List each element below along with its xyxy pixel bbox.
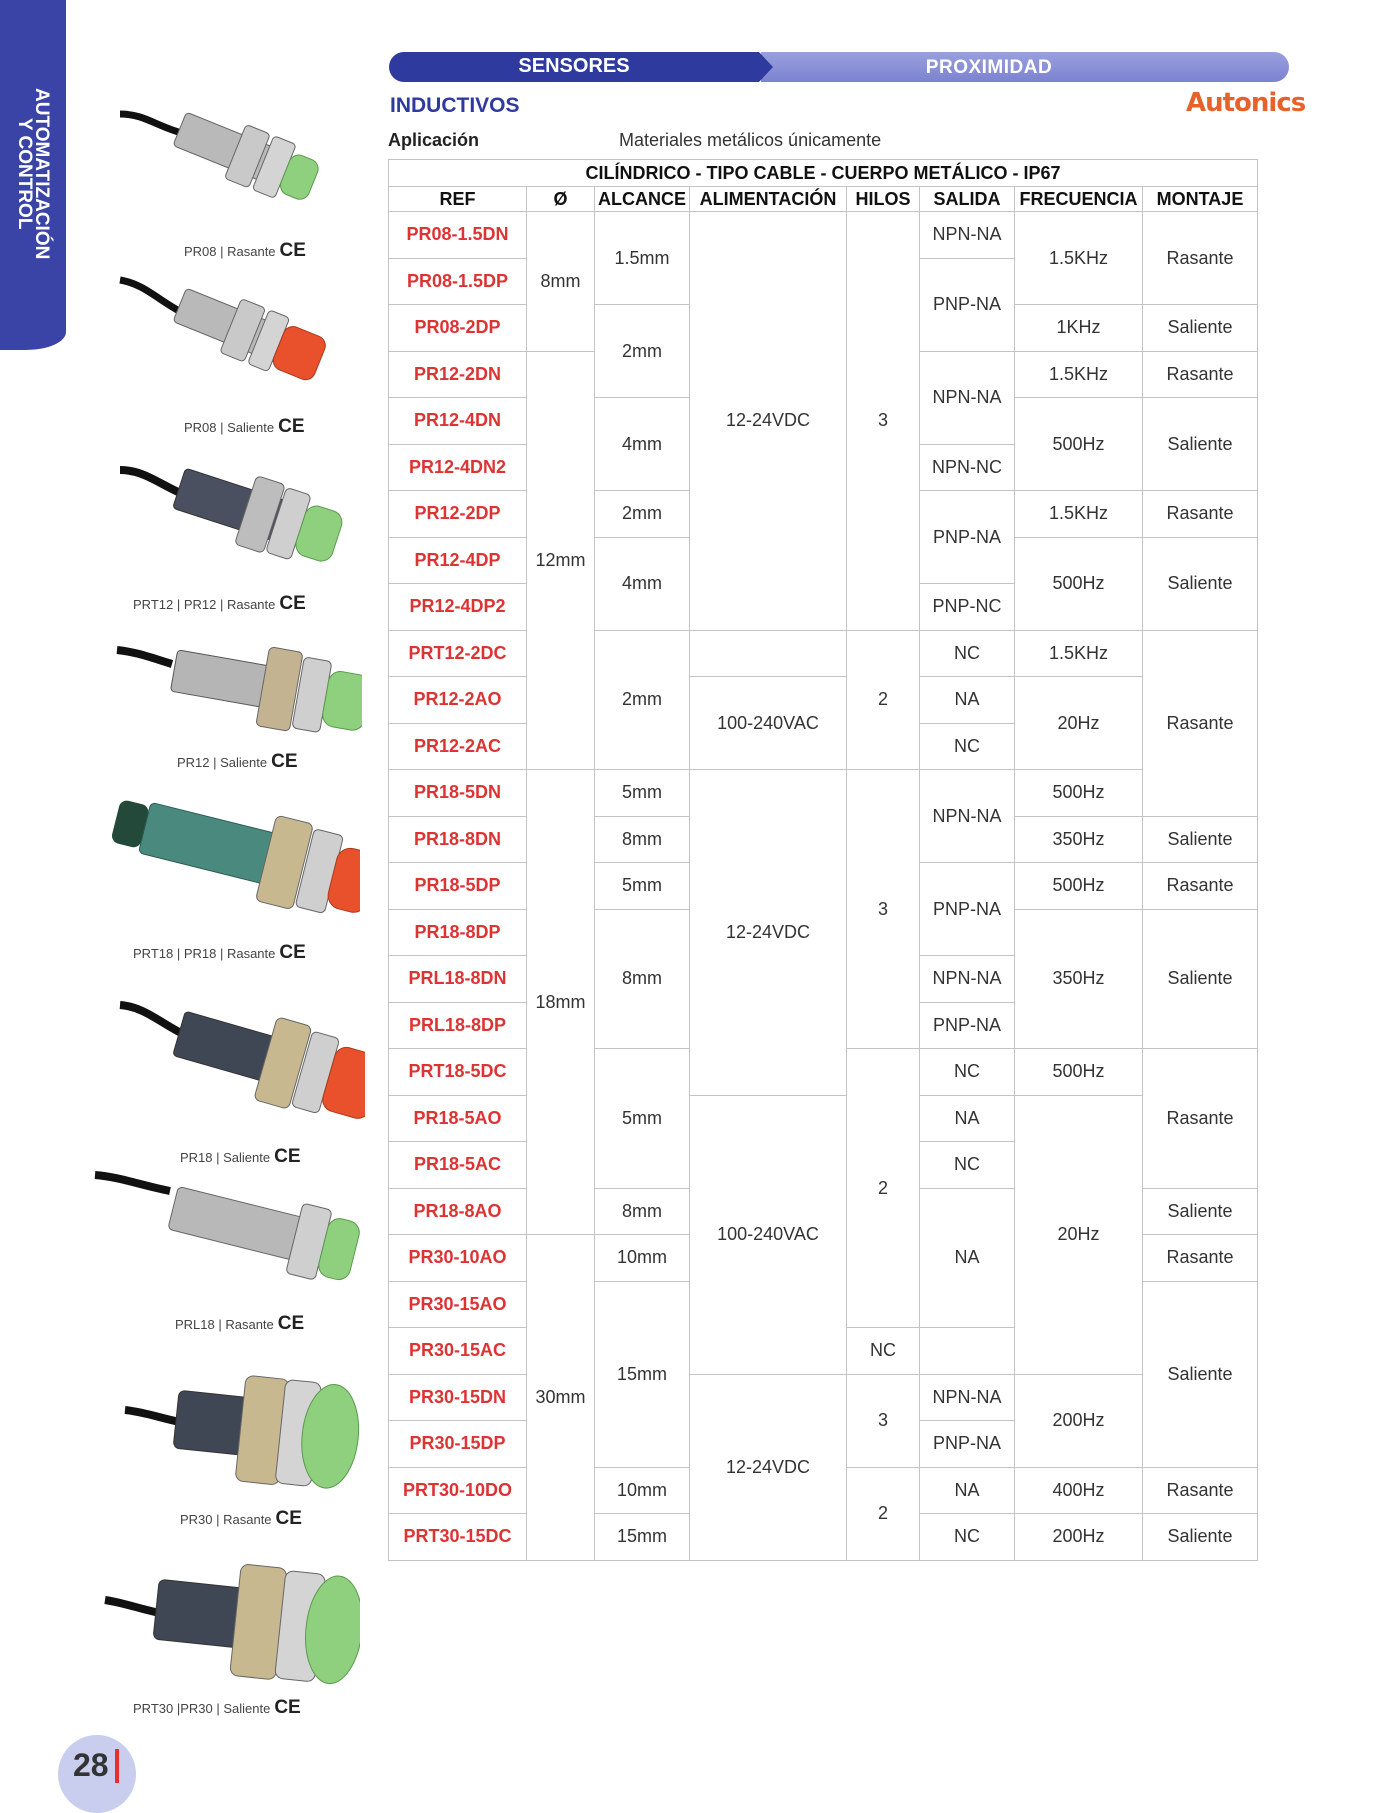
ref-cell: PR18-5AO xyxy=(389,1095,527,1142)
output-cell: NPN-NA xyxy=(920,1374,1015,1421)
range-cell: 2mm xyxy=(595,491,690,538)
header-subcategory: PROXIMIDAD xyxy=(925,57,1053,78)
supply-cell: 12-24VDC xyxy=(690,212,847,631)
ref-cell: PRT30-15DC xyxy=(389,1514,527,1561)
frequency-cell: 500Hz xyxy=(1015,770,1143,817)
product-caption: PR18 | Saliente CE xyxy=(180,1146,301,1167)
sensor-image xyxy=(115,86,365,236)
output-cell: NPN-NA xyxy=(920,770,1015,863)
product-caption: PR08 | Rasante CE xyxy=(184,240,306,261)
header-category: SENSORES xyxy=(518,55,630,77)
supply-cell: 100-240VAC xyxy=(690,1095,847,1374)
col-header-mounting: MONTAJE xyxy=(1143,187,1258,212)
range-cell: 2mm xyxy=(595,305,690,398)
output-cell: PNP-NC xyxy=(920,584,1015,631)
ref-cell: PRT30-10DO xyxy=(389,1467,527,1514)
frequency-cell: 500Hz xyxy=(1015,398,1143,491)
range-cell: 2mm xyxy=(595,630,690,770)
ref-cell: PR12-2AC xyxy=(389,723,527,770)
ref-cell: PR12-4DP2 xyxy=(389,584,527,631)
mounting-cell: Saliente xyxy=(1143,537,1258,630)
output-cell: NC xyxy=(920,1514,1015,1561)
supply-cell: 12-24VDC xyxy=(690,770,847,1096)
frequency-cell: 20Hz xyxy=(1015,1095,1143,1374)
supply-cell: 100-240VAC xyxy=(690,677,847,770)
range-cell: 10mm xyxy=(595,1467,690,1514)
ref-cell: PRL18-8DP xyxy=(389,1002,527,1049)
diameter-cell: 12mm xyxy=(527,351,595,770)
sensor-image xyxy=(120,1360,360,1510)
product-caption: PR30 | Rasante CE xyxy=(180,1508,302,1529)
output-cell: PNP-NA xyxy=(920,1421,1015,1468)
col-header-diameter: Ø xyxy=(527,187,595,212)
ref-cell: PR30-15AC xyxy=(389,1328,527,1375)
ref-cell: PR18-5DP xyxy=(389,863,527,910)
ref-cell: PRT18-5DC xyxy=(389,1049,527,1096)
wires-cell: 2 xyxy=(847,1467,920,1560)
range-cell: 5mm xyxy=(595,770,690,817)
product-caption: PRT12 | PR12 | Rasante CE xyxy=(133,593,306,614)
table-title: CILÍNDRICO - TIPO CABLE - CUERPO METÁLICO - IP67 xyxy=(389,160,1258,187)
output-cell: NC xyxy=(847,1328,920,1375)
product-caption: PRL18 | Rasante CE xyxy=(175,1313,305,1334)
mounting-cell: Saliente xyxy=(1143,909,1258,1049)
wires-cell: 3 xyxy=(847,770,920,1049)
sensor-image xyxy=(90,1155,360,1305)
range-cell: 5mm xyxy=(595,863,690,910)
mounting-cell: Saliente xyxy=(1143,1281,1258,1467)
sensor-image xyxy=(100,780,360,940)
mounting-cell: Rasante xyxy=(1143,1049,1258,1189)
frequency-cell: 500Hz xyxy=(1015,1049,1143,1096)
product-caption: PRT18 | PR18 | Rasante CE xyxy=(133,942,306,963)
page-number: 28 xyxy=(73,1747,109,1783)
output-cell: NC xyxy=(920,1049,1015,1096)
ref-cell: PRT12-2DC xyxy=(389,630,527,677)
ref-cell: PR12-2DP xyxy=(389,491,527,538)
sensor-image xyxy=(100,1545,360,1705)
side-section-label: AUTOMATIZACIÓN Y CONTROL xyxy=(14,88,52,260)
mounting-cell: Rasante xyxy=(1143,491,1258,538)
mounting-cell: Saliente xyxy=(1143,305,1258,352)
ref-cell: PR30-15DP xyxy=(389,1421,527,1468)
range-cell: 10mm xyxy=(595,1235,690,1282)
ref-cell: PRL18-8DN xyxy=(389,956,527,1003)
output-cell: NA xyxy=(920,1467,1015,1514)
frequency-cell: 200Hz xyxy=(1015,1514,1143,1561)
ref-cell: PR30-15AO xyxy=(389,1281,527,1328)
frequency-cell: 1.5KHz xyxy=(1015,491,1143,538)
output-cell: NC xyxy=(920,723,1015,770)
range-cell: 8mm xyxy=(595,1188,690,1235)
sensor-image xyxy=(115,985,365,1135)
frequency-cell: 1.5KHz xyxy=(1015,630,1143,677)
range-cell: 15mm xyxy=(595,1514,690,1561)
mounting-cell: Rasante xyxy=(1143,1467,1258,1514)
ref-cell: PR12-2AO xyxy=(389,677,527,724)
supply-cell: 12-24VDC xyxy=(690,1374,847,1560)
diameter-cell: 8mm xyxy=(527,212,595,352)
range-cell: 15mm xyxy=(595,1281,690,1467)
frequency-cell: 350Hz xyxy=(1015,909,1143,1049)
diameter-cell: 18mm xyxy=(527,770,595,1235)
frequency-cell: 200Hz xyxy=(1015,1374,1143,1467)
wires-cell: 3 xyxy=(847,1374,920,1467)
frequency-cell: 20Hz xyxy=(1015,677,1143,770)
output-cell: PNP-NA xyxy=(920,258,1015,351)
output-cell: NC xyxy=(920,1142,1015,1189)
diameter-cell: 30mm xyxy=(527,1235,595,1561)
output-cell: NPN-NC xyxy=(920,444,1015,491)
mounting-cell: Rasante xyxy=(1143,351,1258,398)
range-cell: 1.5mm xyxy=(595,212,690,305)
category-header-bar xyxy=(389,52,1289,82)
wires-cell: 3 xyxy=(847,212,920,631)
mounting-cell: Rasante xyxy=(1143,863,1258,910)
output-cell: NPN-NA xyxy=(920,956,1015,1003)
section-title: INDUCTIVOS xyxy=(390,94,520,117)
application-label: Aplicación xyxy=(388,130,480,150)
ref-cell: PR18-8DP xyxy=(389,909,527,956)
ref-cell: PR30-15DN xyxy=(389,1374,527,1421)
col-header-frequency: FRECUENCIA xyxy=(1015,187,1143,212)
mounting-cell: Saliente xyxy=(1143,816,1258,863)
mounting-cell: Saliente xyxy=(1143,1188,1258,1235)
mounting-cell: Rasante xyxy=(1143,212,1258,305)
ref-cell: PR30-10AO xyxy=(389,1235,527,1282)
col-header-range: ALCANCE xyxy=(595,187,690,212)
ref-cell: PR12-2DN xyxy=(389,351,527,398)
frequency-cell: 400Hz xyxy=(1015,1467,1143,1514)
sensor-image xyxy=(112,620,362,755)
output-cell: NPN-NA xyxy=(920,212,1015,259)
output-cell: PNP-NA xyxy=(920,1002,1015,1049)
ref-cell: PR12-4DN xyxy=(389,398,527,445)
wires-cell: 2 xyxy=(847,630,920,770)
product-caption: PRT30 |PR30 | Saliente CE xyxy=(133,1697,301,1718)
ref-cell: PR18-5AC xyxy=(389,1142,527,1189)
col-header-output: SALIDA xyxy=(920,187,1015,212)
supply-cell xyxy=(690,630,847,677)
output-cell: PNP-NA xyxy=(920,863,1015,956)
ref-cell: PR08-1.5DP xyxy=(389,258,527,305)
mounting-cell: Rasante xyxy=(1143,1235,1258,1282)
output-cell: NPN-NA xyxy=(920,351,1015,444)
mounting-cell: Saliente xyxy=(1143,398,1258,491)
wires-cell: 2 xyxy=(847,1049,920,1328)
frequency-cell: 350Hz xyxy=(1015,816,1143,863)
output-cell: NA xyxy=(920,1095,1015,1142)
page-number-badge xyxy=(58,1735,136,1813)
frequency-cell: 1KHz xyxy=(1015,305,1143,352)
sensor-image xyxy=(115,440,365,590)
application-value: Materiales metálicos únicamente xyxy=(619,130,882,150)
frequency-cell: 500Hz xyxy=(1015,537,1143,630)
spec-table xyxy=(388,159,1258,1561)
col-header-wires: HILOS xyxy=(847,187,920,212)
mounting-cell: Rasante xyxy=(1143,630,1258,816)
ref-cell: PR18-8AO xyxy=(389,1188,527,1235)
output-cell: PNP-NA xyxy=(920,491,1015,584)
range-cell: 8mm xyxy=(595,816,690,863)
frequency-cell: 1.5KHz xyxy=(1015,212,1143,305)
frequency-cell: 1.5KHz xyxy=(1015,351,1143,398)
range-cell: 4mm xyxy=(595,398,690,491)
ref-cell: PR12-4DP xyxy=(389,537,527,584)
product-caption: PR12 | Saliente CE xyxy=(177,751,298,772)
output-cell: NC xyxy=(920,630,1015,677)
range-cell: 5mm xyxy=(595,1049,690,1189)
sensor-image xyxy=(115,262,365,412)
frequency-cell: 500Hz xyxy=(1015,863,1143,910)
output-cell: NA xyxy=(920,1188,1015,1328)
ref-cell: PR12-4DN2 xyxy=(389,444,527,491)
brand-logo: Autonics xyxy=(1186,88,1306,118)
ref-cell: PR18-5DN xyxy=(389,770,527,817)
ref-cell: PR08-1.5DN xyxy=(389,212,527,259)
col-header-supply: ALIMENTACIÓN xyxy=(690,187,847,212)
ref-cell: PR08-2DP xyxy=(389,305,527,352)
product-caption: PR08 | Saliente CE xyxy=(184,416,305,437)
mounting-cell: Saliente xyxy=(1143,1514,1258,1561)
range-cell: 8mm xyxy=(595,909,690,1049)
col-header-ref: REF xyxy=(389,187,527,212)
range-cell: 4mm xyxy=(595,537,690,630)
ref-cell: PR18-8DN xyxy=(389,816,527,863)
output-cell: NA xyxy=(920,677,1015,724)
